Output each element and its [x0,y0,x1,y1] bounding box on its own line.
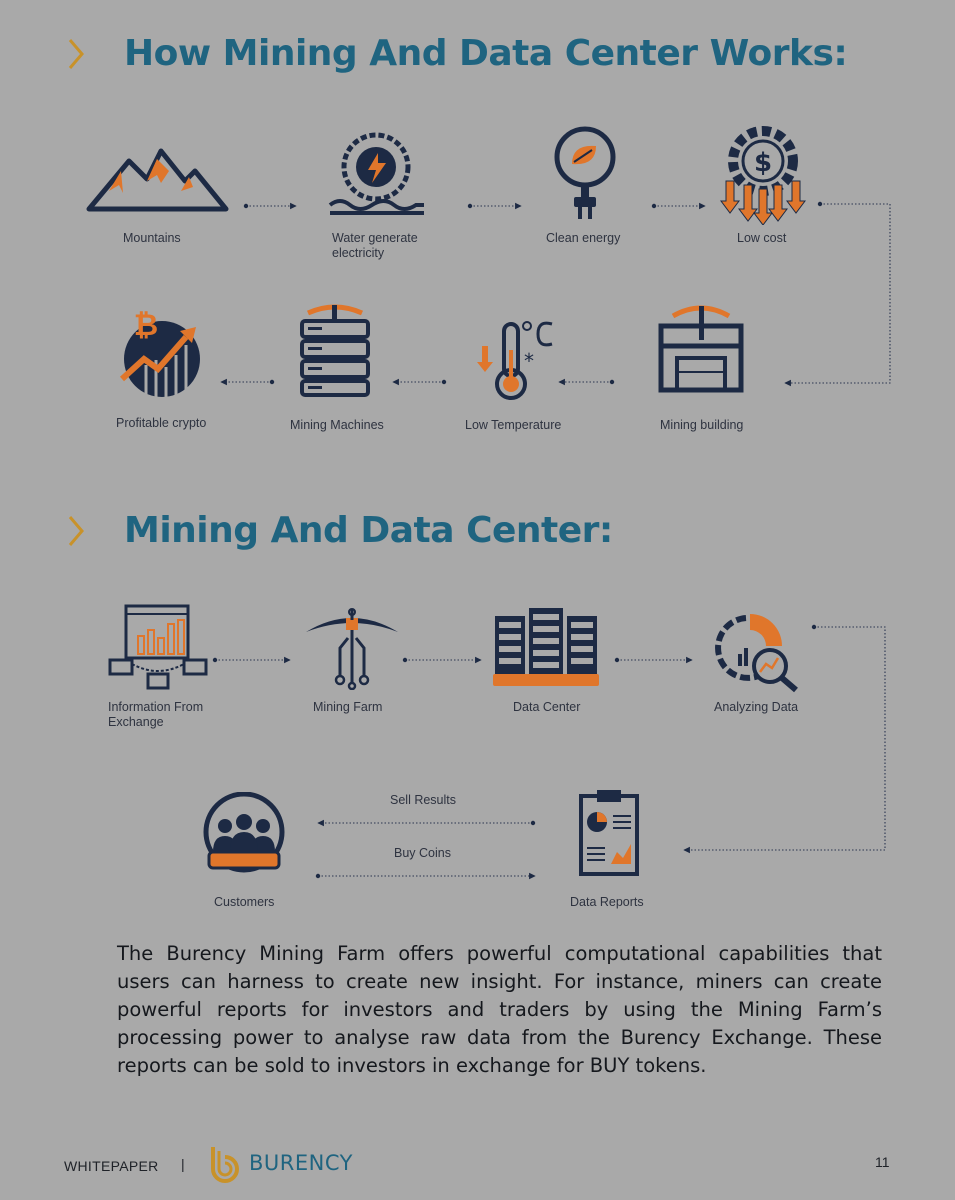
server-rack-icon [298,303,372,397]
svg-text:₿: ₿ [133,308,159,343]
step-label: Data Reports [570,895,644,909]
data-center-icon [493,608,599,688]
customers-icon [201,792,287,878]
step-label: Information From Exchange [108,700,204,729]
step-label: Mountains [123,231,181,245]
pickaxe-circuit-icon [302,608,402,690]
step-label: Mining Farm [313,700,383,714]
profit-crypto-icon [118,305,204,399]
brand-name: BURENCY [249,1151,353,1175]
water-turbine-icon [328,125,426,217]
mining-building-icon [655,302,747,394]
connector-label-sell: Sell Results [390,793,456,807]
step-label: Mining Machines [290,418,384,432]
step-label: Customers [214,895,275,909]
exchange-monitor-icon [108,602,208,694]
step-label: Data Center [513,700,581,714]
section-title: How Mining And Data Center Works: [124,33,848,74]
section-title: Mining And Data Center: [124,510,613,551]
page-number: 11 [875,1154,890,1170]
low-cost-icon [718,123,808,225]
brand-logo [205,1143,353,1183]
step-label: Clean energy [546,231,621,245]
step-label: Analyzing Data [714,700,799,714]
step-label: Low Temperature [465,418,562,432]
step-label: Mining building [660,418,744,432]
mountain-icon [85,143,230,215]
connector-label-buy: Buy Coins [394,846,451,860]
footer-separator: | [181,1156,185,1172]
step-label: Low cost [737,231,787,245]
svg-text:*: * [524,349,534,373]
step-label: Profitable crypto [116,416,207,430]
svg-text:$: $ [753,148,773,178]
burency-logo-icon [205,1143,243,1183]
analytics-icon [714,610,800,694]
clipboard-report-icon [577,786,641,878]
footer-whitepaper: WHITEPAPER [64,1158,159,1174]
clean-energy-icon [550,122,620,222]
body-paragraph: The Burency Mining Farm offers powerful computational capabilities that users can harness to create new insight. For instance, miners can create powerful reports for investors and traders by using the Mining Farm’s processing power to analyse raw data from the Burency Exchange. These reports can be sold to investors in exchange for BUY tokens. [117,942,882,1077]
thermometer-icon [474,318,556,402]
step-label: Water generate electricity [332,231,418,260]
